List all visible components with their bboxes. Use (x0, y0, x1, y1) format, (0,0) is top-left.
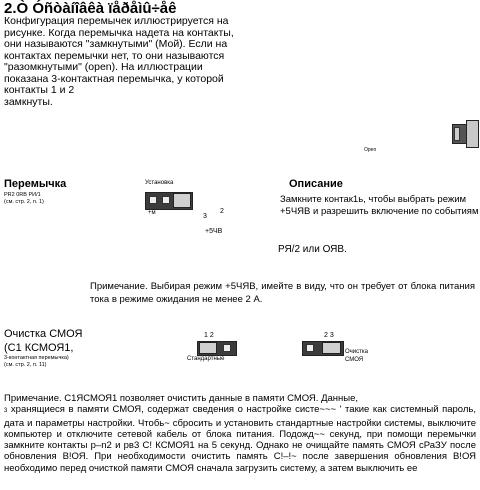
intro-paragraph: Конфигурация перемычек иллюстрируется на рисунке. Когда перемычка надета на контакты, они называются "замкнутыми" (Мой). Если на контактах перемычки нет, то они называются "разомкнутыми" (open). На иллюстрации показана 3-контактная перемычка, у которой контакты 1 и 2 (4, 15, 234, 96)
clear-cmos-label-2: СМОЯ (345, 357, 364, 363)
pin-3-label: 3 (203, 213, 207, 220)
cmos-body-marker: 3 (4, 408, 8, 415)
pins-2-3-label: 2 3 (324, 332, 334, 339)
jumper-subtitle: PR2 0RB PИ/1 (4, 192, 41, 198)
install-label: Установка (145, 180, 174, 186)
cmos-heading-2: (С1 КСМОЯ1, (4, 342, 74, 354)
cmos-subtitle: 3-контактная перемычка) (4, 355, 69, 361)
cmos-body-rest: хранящиеся в памяти СМОЯ, содержат сведения о настройке систе~~~ ' такие как системный пароль, дата и параметры настройки. Чтобь~ сбросить и установить стандартные настройки системы, выключите компьютер и отключите сетевой кабель от блока питания. Подожд~~ секунд, при помощи перемычки замкните контакты р–n2 и рв3 С! КСМОЯ1 на 5 секунд. Однако не очищайте память СМОЯ сРаЗУ после обновления В!ОЯ. При необходимости очистить память С!–!~ после завершения обновления В!ОЯ необходимо перед очисткой памяти СМОЯ сначала загрузить систему, а затем выключить ее (4, 404, 476, 474)
intro-closed-text: замкнуты. (4, 96, 53, 108)
cmos-heading: Очистка СМОЯ (4, 328, 83, 340)
cmos-page-ref: (см. стр. 2, п. 11) (4, 362, 47, 368)
cmos-body-line1: Примечание. С1ЯСМОЯ1 позволяет очистить данные в памяти СМОЯ. Данные, (4, 393, 359, 404)
jumper-heading: Перемычка (4, 178, 67, 190)
description-text-2: РЯ/2 или ОЯВ. (278, 244, 347, 255)
pins-1-2-label: 1 2 (204, 332, 214, 339)
note-paragraph: Примечание. Выбирая режим +5ЧЯВ, имейте в виду, что он требует от блока питания тока в режиме ожидания не менее 2 А. (90, 281, 475, 305)
pin-marks: +м (148, 210, 156, 216)
pin-2-label: 2 (220, 208, 224, 215)
pin-5v-label: +5ЧВ (205, 228, 223, 235)
cmos-body-paragraph (4, 393, 476, 474)
cmos-jumper-clear (302, 341, 344, 356)
standard-label: Стандартные (187, 356, 225, 362)
open-label: Open (364, 147, 377, 153)
clear-cmos-label: Очистка (345, 349, 368, 355)
cmos-jumper-standard (197, 341, 237, 356)
page-title: 2.Ò Óñòàíîâêà ïåðåìû÷åê (4, 0, 177, 17)
jumper-diagram (145, 192, 193, 210)
jumper-illustration (448, 118, 478, 148)
description-heading: Описание (289, 178, 343, 190)
jumper-page-ref: (см. стр. 2, п. 1) (4, 199, 44, 205)
description-text: Замкните контак1ь, чтобы выбрать режим +5ЧЯВ и разрешить включение по событиям (280, 194, 479, 217)
